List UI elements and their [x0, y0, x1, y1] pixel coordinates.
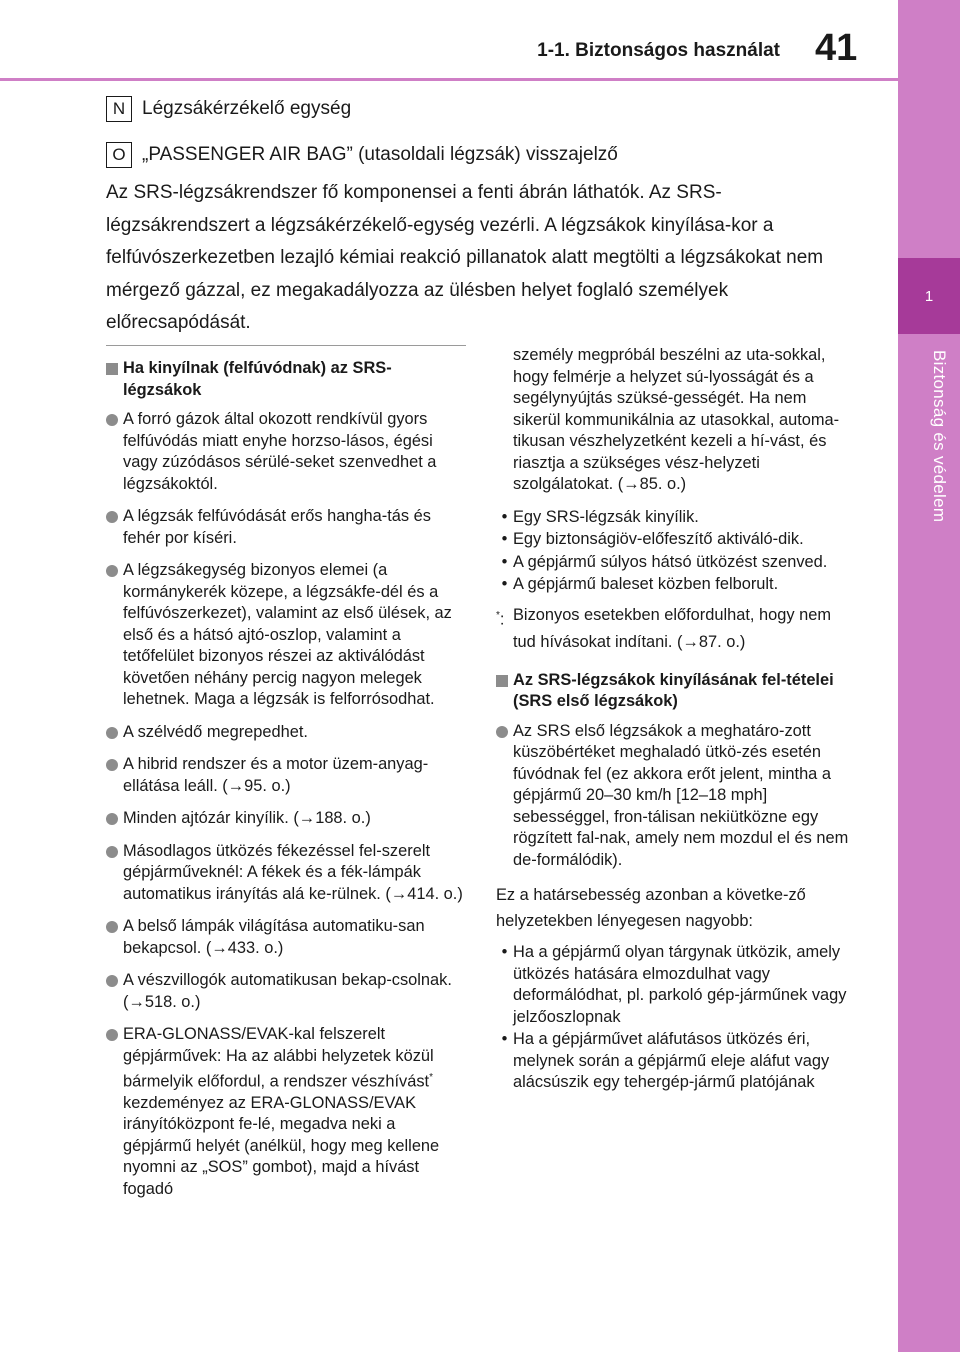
circle-bullet-icon — [106, 813, 118, 825]
section-title: 1-1. Biztonságos használat — [537, 40, 780, 61]
footnote-marker: * — [429, 1072, 433, 1083]
square-bullet-icon — [496, 675, 508, 687]
list-item: A belső lámpák világítása automatiku-san bekapcsol. (→433. o.) — [106, 916, 466, 959]
list-item: A légzsák felfúvódását erős hangha-tás és fehér por kíséri. — [106, 506, 466, 549]
continued-text: személy megpróbál beszélni az uta-sokkal, hogy felmérje a helyzet sú-lyosságát és a segélynyújtás szüksé-gességét. Ha nem sikerül kommunikálnia az utasokkal, automa-tikusan vészhelyzetként kezeli a hí-vást, és riasztja a szükséges vész-helyzeti szolgálatokat. (→85. o.) — [513, 346, 840, 493]
legend-item — [106, 96, 351, 122]
list-item: A forró gázok által okozott rendkívül gyors felfúvódás miatt enyhe horzso-lásos, égési vagy zúzódásos sérülé-seket szenvedhet a légzsákoktól. — [106, 409, 466, 495]
page-number: 41 — [815, 27, 858, 69]
list-item: A szélvédő megrepedhet. — [106, 722, 466, 744]
sub-list-item: • Egy SRS-légzsák kinyílik. — [501, 507, 699, 526]
list-item: A hibrid rendszer és a motor üzem-anyag-ellátása leáll. (→95. o.) — [106, 754, 466, 797]
list-item: ERA-GLONASS/EVAK-kal felszerelt gépjárművek: Ha az alábbi helyzetek közül bármelyik előfordul, a rendszer vészhívást* kezdeményez az ERA-GLONASS/EVAK irányítóközpont fe-lé, megadva neki a gépjármű helyét (anélkül, hogy meg kellene nyomni az „SOS” gombot), majd a hívást fogadó — [106, 1024, 466, 1200]
list-item: Minden ajtózár kinyílik. (→188. o.) — [106, 808, 466, 830]
legend-item — [106, 142, 618, 168]
chapter-number: 1 — [898, 258, 960, 334]
circle-bullet-icon — [106, 414, 118, 426]
sub-list-item: • A gépjármű súlyos hátsó ütközést szenved. — [501, 552, 828, 571]
legend-key: O — [106, 142, 132, 168]
circle-bullet-icon — [106, 727, 118, 739]
heading-text: Az SRS-légzsákok kinyílásának fel-tételei (SRS első légzsákok) — [513, 670, 834, 710]
list-item: A légzsákegység bizonyos elemei (a kormánykerék közepe, a légzsákfe-dél és a felfúvószerkezet), valamint az első ülések, az első és a hátsó ajtó-oszlop, valamint a tetőfelület bizonyos részei az aktiválódást követően néhány percig nagyon melegek lehetnek. Maga a légzsák is felforrósodhat. — [106, 560, 466, 711]
square-bullet-icon — [106, 363, 118, 375]
section-divider — [106, 345, 466, 346]
circle-bullet-icon — [106, 759, 118, 771]
legend-key: N — [106, 96, 132, 122]
sub-list-item: • A gépjármű baleset közben felborult. — [501, 575, 779, 593]
circle-bullet-icon — [106, 1029, 118, 1041]
sub-list-item: • Egy biztonságiöv-előfeszítő aktiváló-dik. — [501, 530, 804, 548]
legend-text: Légzsákérzékelő egység — [142, 98, 352, 119]
left-column — [106, 345, 466, 1211]
circle-bullet-icon — [106, 846, 118, 858]
chapter-title: Biztonság és védelem — [930, 350, 949, 523]
sub-list-item: • Ha a gépjármű olyan tárgynak ütközik, amely ütközés hatására elmozdulhat vagy deformálódhat, pl. parkoló gép-járműnek vagy jelzőoszlopnak — [501, 943, 847, 1026]
heading-text: Ha kinyílnak (felfúvódnak) az SRS-légzsákok — [123, 359, 392, 399]
list-item: Az SRS első légzsákok a meghatáro-zott küszöbértéket meghaladó ütkö-zés esetén fúvódnak fel (ez akkora erőt jelent, mintha a gépjármű 20–30 km/h [12–18 mph] sebességgel, fron-tálisan nekiütközne egy rögzített fal-nak, amely nem mozdul el és nem de-formálódik). — [496, 721, 856, 872]
legend-text: „PASSENGER AIR BAG” (utasoldali légzsák) visszajelző — [142, 144, 618, 165]
circle-bullet-icon — [106, 511, 118, 523]
circle-bullet-icon — [106, 921, 118, 933]
circle-bullet-icon — [106, 565, 118, 577]
circle-bullet-icon — [496, 726, 508, 738]
sub-list-item: • Ha a gépjárművet aláfutásos ütközés éri, melynek során a gépjármű eleje aláfut vagy alácsúszik egy tehergép-jármű platójának — [501, 1030, 830, 1091]
body-paragraph: Ez a határsebesség azonban a követke-ző helyzetekben lényegesen nagyobb: — [496, 886, 806, 930]
circle-bullet-icon — [106, 975, 118, 987]
list-item: A vészvillogók automatikusan bekap-csolnak. (→518. o.) — [106, 970, 466, 1013]
intro-paragraph: Az SRS-légzsákrendszer fő komponensei a fenti ábrán láthatók. Az SRS-légzsákrendszert a légzsákérzékelő-egység vezérli. A légzsákok kinyílása-kor a felfúvószerkezetben lezajló kémiai reakció pillanatok alatt megtölti a légzsákokat nem mérgező gázzal, ez megakadályozza az ülésben helyet foglaló személyek előrecsapódását. — [106, 182, 824, 333]
header-divider — [0, 78, 898, 81]
section-heading — [496, 670, 856, 713]
list-item: Másodlagos ütközés fékezéssel fel-szerelt gépjárműveknél: A fékek és a fék-lámpák automatikus irányítás alá ke-rülnek. (→414. o.) — [106, 841, 466, 906]
footnote: *: Bizonyos esetekben előfordulhat, hogy nem tud hívásokat indítani. (→87. o.) — [496, 605, 832, 651]
section-heading — [106, 358, 466, 401]
right-column — [496, 345, 856, 1095]
